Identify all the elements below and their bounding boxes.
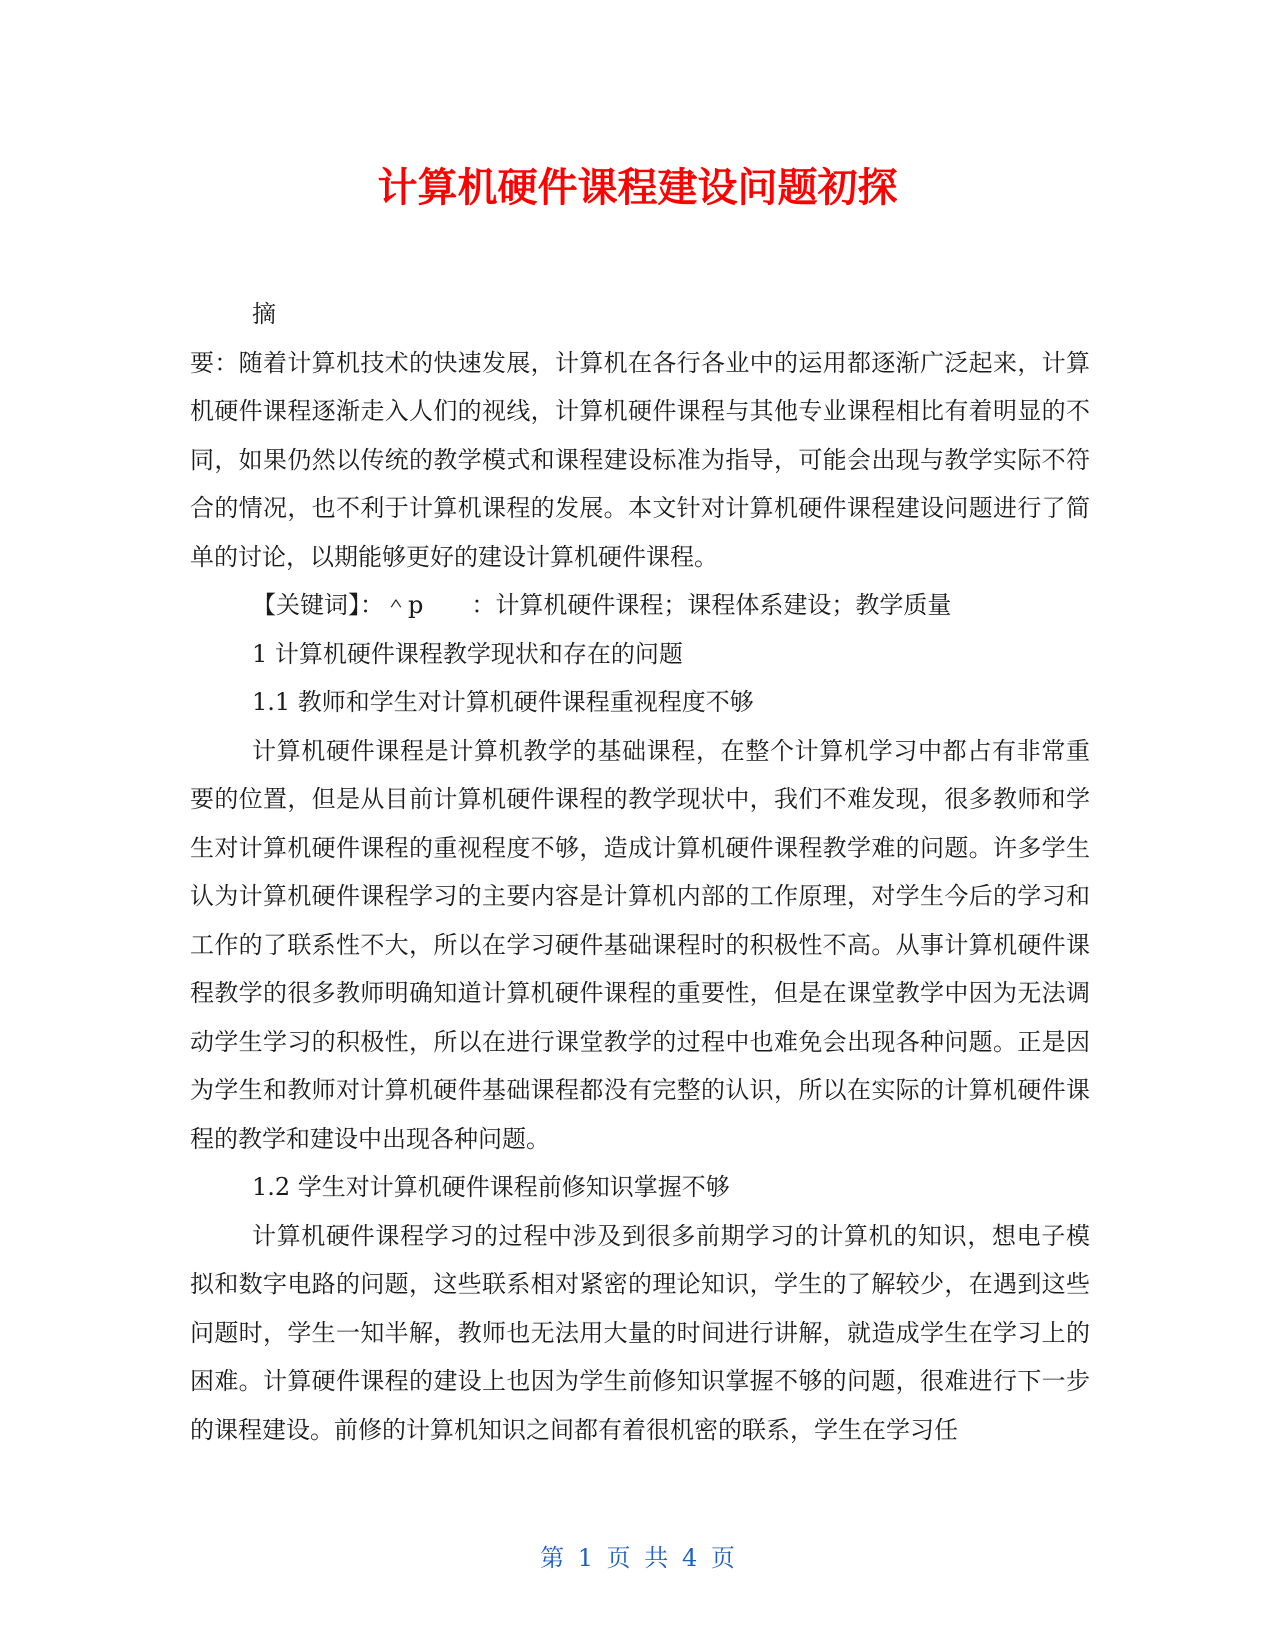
page-number-footer: 第 1 页 共 4 页 [540,1544,735,1572]
abstract-paragraph: 要：随着计算机技术的快速发展，计算机在各行各业中的运用都逐渐广泛起来，计算机硬件课程逐渐走入人们的视线，计算机硬件课程与其他专业课程相比有着明显的不同，如果仍然以传统的教学模式和课程建设标准为指导，可能会出现与教学实际不符合的情况，也不利于计算机课程的发展。本文针对计算机硬件课程建设问题进行了简单的讨论，以期能够更好的建设计算机硬件课程。 [190,348,1090,571]
document-body [190,290,1090,1454]
abstract-label: 摘 [252,300,276,328]
keywords-line: 【关键词】：＾p ：计算机硬件课程；课程体系建设；教学质量 [252,591,952,619]
document-title: 计算机硬件课程建设问题初探 [377,165,898,211]
section-1-1-paragraph: 计算机硬件课程是计算机教学的基础课程，在整个计算机学习中都占有非常重要的位置，但是从目前计算机硬件课程的教学现状中，我们不难发现，很多教师和学生对计算机硬件课程的重视程度不够，造成计算机硬件课程教学难的问题。许多学生认为计算机硬件课程学习的主要内容是计算机内部的工作原理，对学生今后的学习和工作的了联系性不大，所以在学习硬件基础课程时的积极性不高。从事计算机硬件课程教学的很多教师明确知道计算机硬件课程的重要性，但是在课堂教学中因为无法调动学生学习的积极性，所以在进行课堂教学的过程中也难免会出现各种问题。正是因为学生和教师对计算机硬件基础课程都没有完整的认识，所以在实际的计算机硬件课程的教学和建设中出现各种问题。 [190,736,1090,1153]
section-1-heading: 1 计算机硬件课程教学现状和存在的问题 [252,639,683,668]
section-1-2-paragraph: 计算机硬件课程学习的过程中涉及到很多前期学习的计算机的知识，想电子模拟和数字电路的问题，这些联系相对紧密的理论知识，学生的了解较少，在遇到这些问题时，学生一知半解，教师也无法用大量的时间进行讲解，就造成学生在学习上的困难。计算硬件课程的建设上也因为学生前修知识掌握不够的问题，很难进行下一步的课程建设。前修的计算机知识之间都有着很机密的联系，学生在学习任 [190,1221,1090,1444]
section-1-2-heading: 1.2 学生对计算机硬件课程前修知识掌握不够 [252,1173,730,1201]
section-1-1-heading: 1.1 教师和学生对计算机硬件课程重视程度不够 [252,688,754,716]
